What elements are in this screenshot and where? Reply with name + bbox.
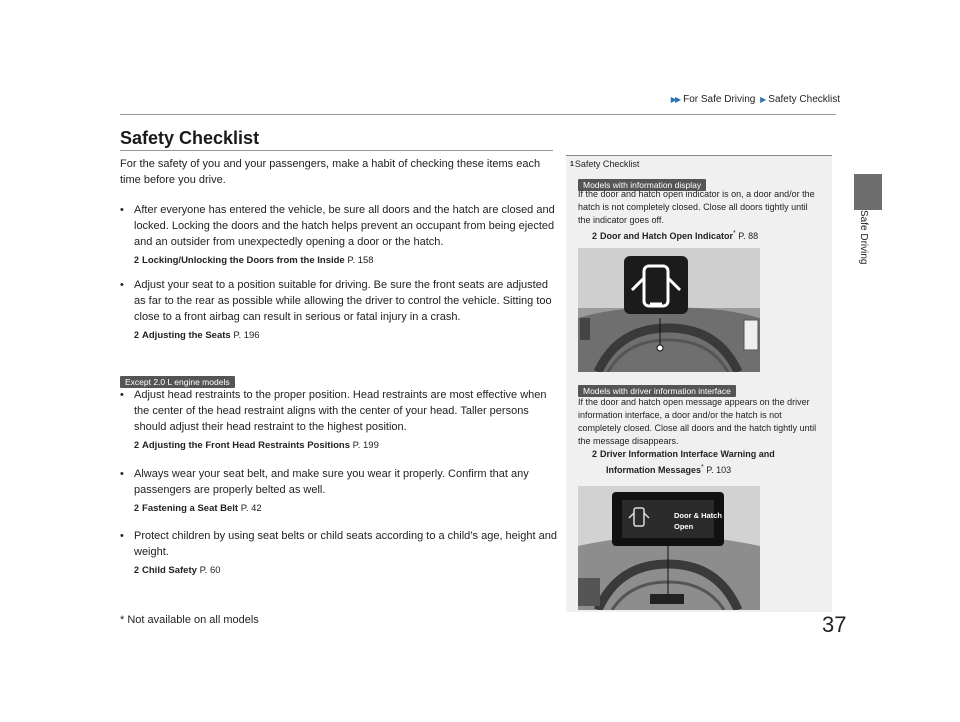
bullet-icon: • xyxy=(120,468,124,480)
reference-title: Locking/Unlocking the Doors from the Inside xyxy=(142,255,345,266)
reference-arrow-icon: 2 xyxy=(592,449,598,459)
reference-page: P. 196 xyxy=(233,330,260,341)
triangle-right-icon: ▶ xyxy=(760,95,765,104)
cross-reference-link[interactable] xyxy=(134,562,558,579)
cross-reference-link[interactable] xyxy=(134,327,558,344)
reference-title: Adjusting the Seats xyxy=(142,330,231,341)
sidebar-ref-marker: 1 xyxy=(570,161,574,168)
note-badge: Models with information display xyxy=(578,179,706,191)
page-title: Safety Checklist xyxy=(120,128,260,148)
checklist-item xyxy=(120,387,558,454)
reference-page: P. 42 xyxy=(240,503,262,514)
checklist-text: After everyone has entered the vehicle, be sure all doors and the hatch are closed and locked. Locking the doors and the hatch helps prevent an occupant from being ejected and an outsider from unexpectedly opening a door or the hatch. xyxy=(134,204,555,248)
reference-page: P. 199 xyxy=(352,440,379,451)
reference-arrow-icon: 2 xyxy=(134,565,140,575)
checklist-item xyxy=(120,277,558,344)
cross-reference-link[interactable] xyxy=(134,437,558,454)
reference-title: Fastening a Seat Belt xyxy=(142,503,239,514)
triangle-right-icon: ▶▶ xyxy=(670,95,680,104)
driver-interface-illustration xyxy=(578,486,760,610)
checklist-item xyxy=(120,202,558,269)
page-number: 37 xyxy=(822,612,847,637)
title-divider xyxy=(120,150,553,151)
footnote: * Not available on all models xyxy=(120,614,259,626)
breadcrumb-page[interactable]: Safety Checklist xyxy=(768,94,840,105)
reference-arrow-icon: 2 xyxy=(134,330,140,340)
sidebar-note-text: If the door and hatch open message appears on the driver information interface, a door and/or the hatch is not completely closed. Close all doors and the hatch tightly until the message disappears. xyxy=(578,397,817,446)
side-tab-marker xyxy=(854,174,882,210)
reference-title: Door and Hatch Open Indicator xyxy=(600,231,734,241)
bullet-icon: • xyxy=(120,279,124,291)
bullet-icon: • xyxy=(120,204,124,216)
reference-page: P. 88 xyxy=(738,231,759,241)
reference-arrow-icon: 2 xyxy=(134,255,140,265)
note-badge: Models with driver information interface xyxy=(578,385,736,397)
breadcrumb-section[interactable]: For Safe Driving xyxy=(683,94,756,105)
intro-paragraph: For the safety of you and your passengers, make a habit of checking these items each time before you drive. xyxy=(120,158,541,186)
reference-page: P. 158 xyxy=(347,255,374,266)
reference-arrow-icon: 2 xyxy=(134,440,140,450)
checklist-text: Adjust head restraints to the proper position. Head restraints are most effective when the center of the head restraint aligns with the center of your head. Taller persons should adjust their head restraint to the highest position. xyxy=(134,389,547,433)
asterisk-marker: * xyxy=(733,230,736,237)
reference-arrow-icon: 2 xyxy=(592,231,598,241)
reference-page: P. 60 xyxy=(199,565,221,576)
sidebar-cross-reference[interactable] xyxy=(592,227,822,243)
reference-title: Child Safety xyxy=(142,565,197,576)
cross-reference-link[interactable] xyxy=(134,500,558,517)
applicability-badge: Except 2.0 L engine models xyxy=(120,376,235,388)
checklist-item xyxy=(120,528,558,579)
checklist-text: Protect children by using seat belts or child seats according to a child’s age, height and weight. xyxy=(134,530,557,558)
reference-title: Adjusting the Front Head Restraints Positions xyxy=(142,440,350,451)
side-tab-label: Safe Driving xyxy=(858,210,869,265)
sidebar-note-text: If the door and hatch open indicator is on, a door and/or the hatch is not completely closed. Close all doors tightly until the indicator goes off. xyxy=(578,189,815,225)
cross-reference-link[interactable] xyxy=(134,252,558,269)
sidebar-cross-reference[interactable] xyxy=(592,448,824,477)
reference-title-continued: Information Messages xyxy=(606,465,702,475)
dashboard-indicator-illustration xyxy=(578,248,760,372)
reference-title: Driver Information Interface Warning and xyxy=(600,449,775,459)
sidebar-divider xyxy=(566,155,832,156)
checklist-item xyxy=(120,466,558,517)
sidebar-heading: $^1$Safety Checklist xyxy=(570,159,640,169)
bullet-icon: • xyxy=(120,389,124,401)
asterisk-marker: * xyxy=(701,464,704,471)
display-message: Door & Hatch Open xyxy=(674,511,722,531)
checklist-text: Adjust your seat to a position suitable for driving. Be sure the front seats are adjusted as far to the rear as possible while allowing the driver to control the vehicle. Sitting too close to a front airbag can result in serious or fatal injury in a crash. xyxy=(134,279,552,323)
reference-page: P. 103 xyxy=(706,465,732,475)
reference-arrow-icon: 2 xyxy=(134,503,140,513)
bullet-icon: • xyxy=(120,530,124,542)
header-divider xyxy=(120,114,836,115)
side-tab[interactable] xyxy=(854,210,882,330)
breadcrumb xyxy=(600,94,840,105)
checklist-text: Always wear your seat belt, and make sure you wear it properly. Confirm that any passengers are properly belted as well. xyxy=(134,468,529,496)
